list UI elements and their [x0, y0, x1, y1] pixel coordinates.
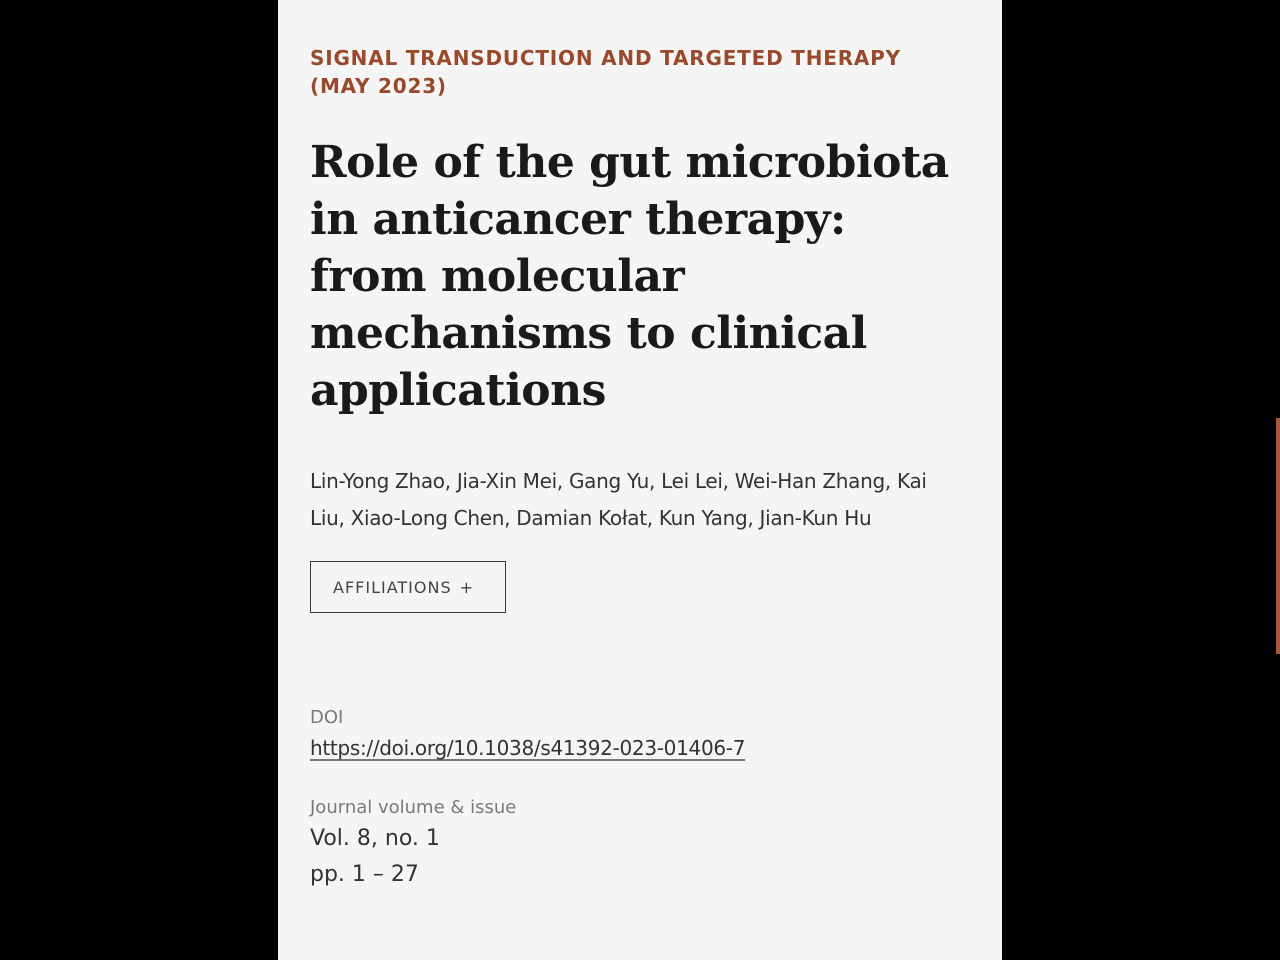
article-panel [278, 0, 1002, 960]
doi-label: DOI [310, 707, 344, 728]
journal-line: SIGNAL TRANSDUCTION AND TARGETED THERAPY (MAY 2023) [310, 46, 901, 98]
article-content [310, 44, 960, 893]
journal-issue-section [310, 795, 960, 893]
affiliations-label: AFFILIATIONS [333, 577, 452, 597]
doi-link[interactable]: https://doi.org/10.1038/s41392-023-01406-7 [310, 736, 746, 760]
affiliations-button[interactable] [310, 561, 506, 613]
volume-label: Journal volume & issue [310, 797, 517, 818]
author-list: Lin-Yong Zhao, Jia-Xin Mei, Gang Yu, Lei Lei, Wei-Han Zhang, Kai Liu, Xiao-Long Chen, Damian Kołat, Kun Yang, Jian-Kun Hu [310, 469, 927, 530]
doi-section [310, 705, 960, 765]
plus-icon: + [459, 577, 475, 597]
side-accent-bar [1276, 418, 1280, 654]
pages-value: pp. 1 – 27 [310, 862, 419, 887]
article-title: Role of the gut microbiota in anticancer therapy: from molecular mechanisms to clinical applications [310, 137, 949, 416]
volume-value: Vol. 8, no. 1 [310, 826, 440, 851]
